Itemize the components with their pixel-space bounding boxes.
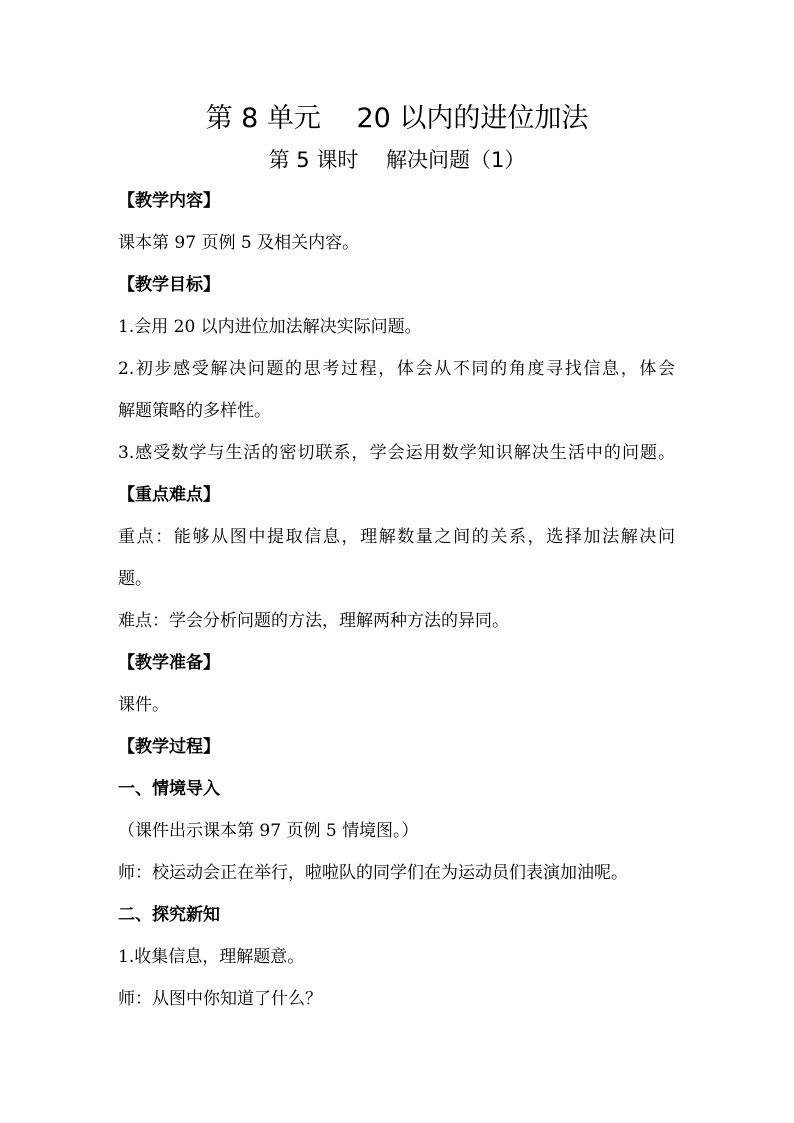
section-heading-key-points: 【重点难点】 — [118, 485, 220, 505]
process-part-heading: 一、情境导入 — [118, 779, 220, 799]
process-note: （课件出示课本第 97 页例 5 情境图。） — [118, 821, 419, 841]
key-point-text: 重点：能够从图中提取信息，理解数量之间的关系，选择加法解决问 — [118, 527, 675, 547]
process-question: 师：从图中你知道了什么？ — [118, 989, 322, 1009]
preparation-text: 课件。 — [118, 695, 169, 715]
process-step: 1.收集信息，理解题意。 — [118, 947, 305, 967]
key-point-text-continuation: 题。 — [118, 569, 152, 589]
objective-item-continuation: 解题策略的多样性。 — [118, 401, 271, 421]
objective-item: 1.会用 20 以内进位加法解决实际问题。 — [118, 317, 422, 337]
unit-title: 第 8 单元 20 以内的进位加法 — [205, 103, 589, 134]
process-text: 师：校运动会正在举行，啦啦队的同学们在为运动员们表演加油呢。 — [118, 863, 628, 883]
objective-item: 3.感受数学与生活的密切联系，学会运用数学知识解决生活中的问题。 — [118, 443, 675, 463]
section-heading-content: 【教学内容】 — [118, 191, 220, 211]
objective-item: 2.初步感受解决问题的思考过程，体会从不同的角度寻找信息，体会 — [118, 359, 675, 379]
section-heading-process: 【教学过程】 — [118, 737, 220, 757]
section-heading-preparation: 【教学准备】 — [118, 653, 220, 673]
lesson-subtitle: 第 5 课时 解决问题（1） — [268, 148, 526, 172]
content-text: 课本第 97 页例 5 及相关内容。 — [118, 233, 360, 253]
difficulty-text: 难点：学会分析问题的方法，理解两种方法的异同。 — [118, 611, 509, 631]
process-part-heading: 二、探究新知 — [118, 905, 220, 925]
section-heading-objectives: 【教学目标】 — [118, 275, 220, 295]
